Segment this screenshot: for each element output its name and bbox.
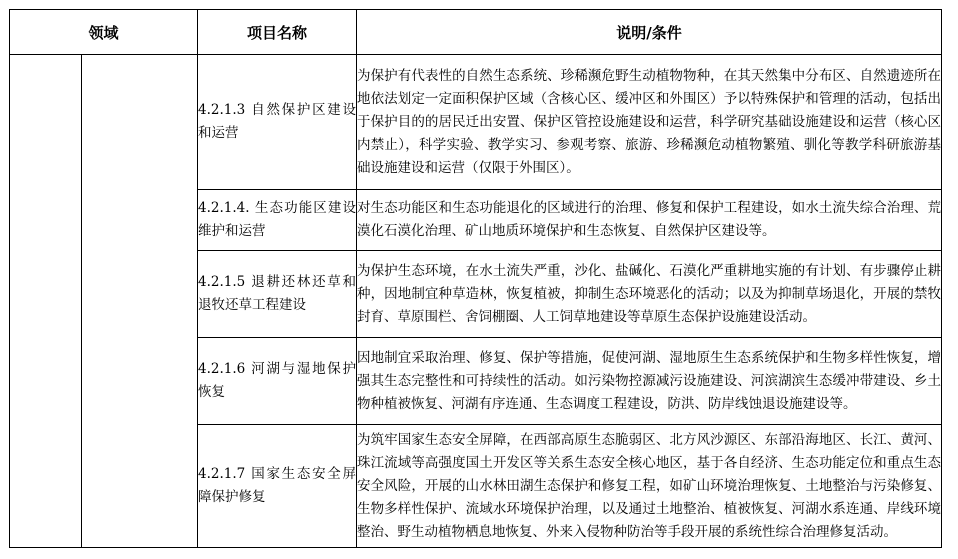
subdomain-cell bbox=[82, 55, 198, 548]
table-row bbox=[10, 55, 942, 190]
project-name-cell: 4.2.1.5 退耕还林还草和退牧还草工程建设 bbox=[198, 251, 357, 338]
project-name-cell: 4.2.1.3 自然保护区建设和运营 bbox=[198, 55, 357, 190]
table-header-row bbox=[10, 10, 942, 55]
domain-cell bbox=[10, 55, 82, 548]
description-cell: 对生态功能区和生态功能退化的区域进行的治理、修复和保护工程建设，如水土流失综合治理、荒漠化石漠化治理、矿山地质环境保护和生态恢复、自然保护区建设等。 bbox=[357, 190, 942, 251]
description-cell: 为保护生态环境，在水土流失严重，沙化、盐碱化、石漠化严重耕地实施的有计划、有步骤停止耕种，因地制宜种草造林，恢复植被，抑制生态环境恶化的活动；以及为抑制草场退化，开展的禁牧封育、草原围栏、舍饲棚圈、人工饲草地建设等草原生态保护设施建设活动。 bbox=[357, 251, 942, 338]
header-domain: 领域 bbox=[10, 10, 198, 55]
project-name-cell: 4.2.1.4. 生态功能区建设维护和运营 bbox=[198, 190, 357, 251]
description-cell: 为筑牢国家生态安全屏障，在西部高原生态脆弱区、北方风沙源区、东部沿海地区、长江、黄河、珠江流域等高强度国土开发区等关系生态安全核心地区，基于各自经济、生态功能定位和重点生态安全风险，开展的山水林田湖生态保护和修复工程，如矿山环境治理恢复、土地整治与污染修复、生物多样性保护、流域水环境保护治理，以及通过土地整治、植被恢复、河湖水系连通、岸线环境整治、野生动植物栖息地恢复、外来入侵物种防治等手段开展的系统性综合治理修复活动。 bbox=[357, 425, 942, 548]
project-name-cell: 4.2.1.7 国家生态安全屏障保护修复 bbox=[198, 425, 357, 548]
description-cell: 为保护有代表性的自然生态系统、珍稀濒危野生动植物物种，在其天然集中分布区、自然遗迹所在地依法划定一定面积保护区域（含核心区、缓冲区和外围区）予以特殊保护和管理的活动，包括出于保护目的的居民迁出安置、保护区管控设施建设和运营，科学研究基础设施建设和运营（核心区内禁止），科学实验、教学实习、参观考察、旅游、珍稀濒危动植物繁殖、驯化等教学科研旅游基础设施建设和运营（仅限于外围区）。 bbox=[357, 55, 942, 190]
green-industry-table bbox=[9, 9, 942, 548]
header-project-name: 项目名称 bbox=[198, 10, 357, 55]
description-cell: 因地制宜采取治理、修复、保护等措施，促使河湖、湿地原生生态系统保护和生物多样性恢复，增强其生态完整性和可持续性的活动。如污染物控源减污设施建设、河滨湖滨生态缓冲带建设、乡土物种植被恢复、河湖有序连通、生态调度工程建设，防洪、防岸线蚀退设施建设等。 bbox=[357, 338, 942, 425]
project-name-cell: 4.2.1.6 河湖与湿地保护恢复 bbox=[198, 338, 357, 425]
header-description: 说明/条件 bbox=[357, 10, 942, 55]
